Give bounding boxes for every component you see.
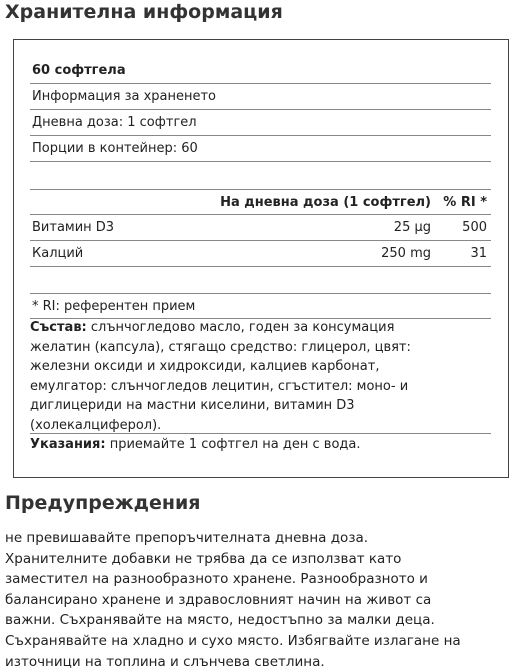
daily-dose: Дневна доза: 1 софтгел — [30, 110, 491, 136]
ri-footnote: * RI: референтен прием — [30, 293, 491, 319]
warnings-text: не превишавайте препоръчителната дневна доза. Хранителните добавки не трябва да се използват като заместител на разнообразното хранене. Разнообразното и балансирано хранене и здравословният начин на живот са важни. Съхранявайте на място, недостъпно за малки деца. Съхранявайте на хладно и сухо място. Избягвайте излагане на източници на топлина и слънчева светлина. — [5, 530, 461, 670]
table-row: Витамин D3 25 μg 500 — [30, 215, 491, 241]
column-header-amount: На дневна доза (1 софтгел) — [220, 195, 431, 210]
table-row: Калций 250 mg 31 — [30, 241, 491, 267]
servings-per-container: Порции в контейнер: 60 — [30, 136, 491, 162]
ingredients: Състав: слънчогледово масло, годен за консумация желатин (капсула), стягащо средство: глицерол, цвят: железни оксиди и хидроксиди, калциев карбонат, емулгатор: слънчогледов лецитин, сгъстител: моно- и диглицериди на мастни киселини, витамин D3 (холекалциферол). — [30, 320, 411, 433]
directions-label: Указания: — [30, 437, 106, 452]
nutrition-info-label: Информация за храненето — [30, 84, 491, 110]
directions: Указания: приемайте 1 софтгел на ден с вода. — [30, 433, 491, 455]
warnings-heading: Предупреждения — [5, 492, 201, 514]
nutrition-heading: Хранителна информация — [5, 1, 283, 23]
column-header-ri: % RI * — [443, 195, 487, 210]
package-size: 60 софтгела — [30, 58, 491, 84]
table-header — [30, 189, 491, 215]
ingredients-label: Състав: — [30, 320, 87, 335]
